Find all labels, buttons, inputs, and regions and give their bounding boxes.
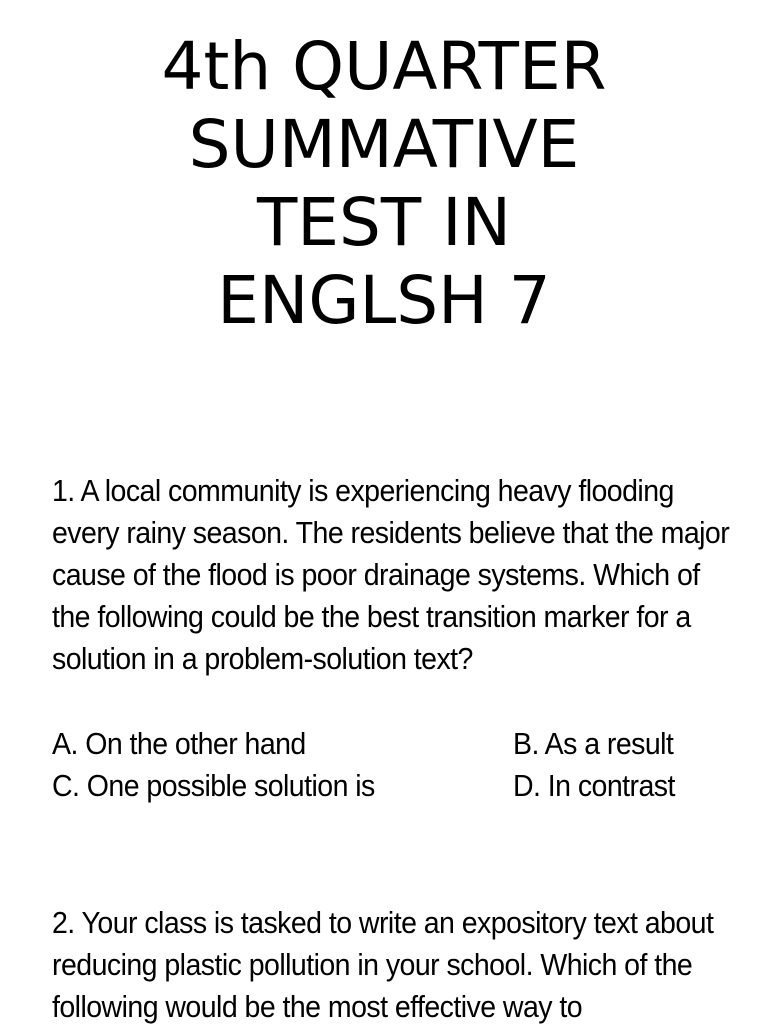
title-line: TEST IN	[256, 184, 512, 261]
title-line: 4th QUARTER	[161, 28, 607, 105]
options-row	[52, 765, 752, 807]
option-a: A. On the other hand	[52, 726, 306, 761]
question-1-options	[52, 723, 752, 807]
option-b: B. As a result	[513, 726, 674, 761]
question-1-text: 1. A local community is experiencing heavy flooding every rainy season. The residents believe that the major cause of the flood is poor drainage systems. Which of the following could be the best transition marker for a solution in a problem-solution text?	[52, 473, 730, 676]
options-row	[52, 723, 752, 765]
question-2-text: 2. Your class is tasked to write an expository text about reducing plastic pollution in your school. Which of the following would be the most effective way to	[52, 905, 714, 1024]
option-c: C. One possible solution is	[52, 768, 375, 803]
title-line: SUMMATIVE	[188, 106, 580, 183]
option-d: D. In contrast	[513, 768, 675, 803]
document-title	[0, 28, 768, 340]
title-line: ENGLSH 7	[217, 262, 551, 339]
